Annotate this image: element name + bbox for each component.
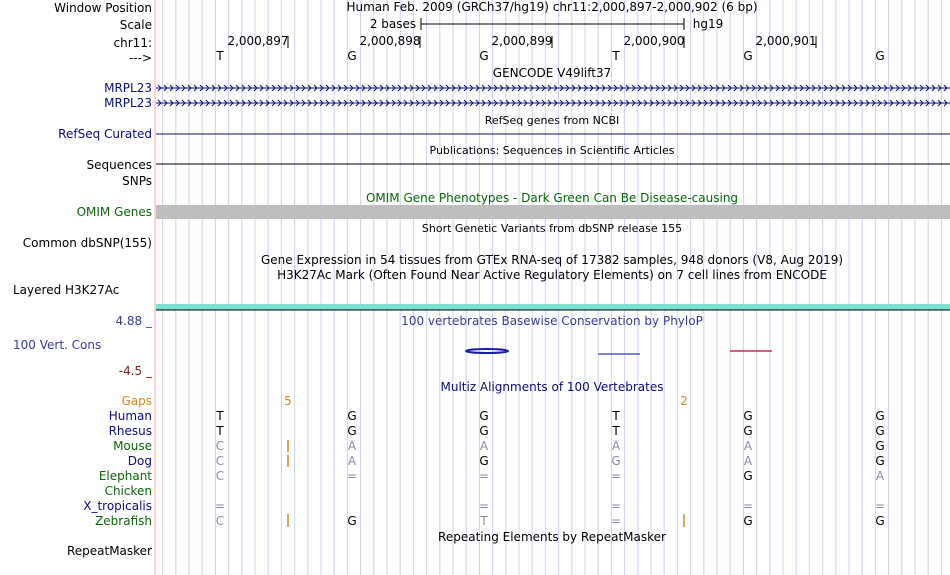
aligned-base: T [216,409,224,423]
aligned-base: = [346,469,358,483]
gap-count-2: 2 [680,394,688,408]
aligned-base: = [610,469,622,483]
aligned-base: = [610,499,622,513]
reference-base: T [612,49,620,63]
ruler-position: 2,000,899 [491,34,553,48]
species-label[interactable]: Elephant [98,469,152,483]
reference-base: G [875,49,885,63]
ruler-position: 2,000,897 [227,34,289,48]
aligned-base: T [612,424,620,438]
aligned-base: A [875,469,885,483]
aligned-base: G [347,514,357,528]
species-label[interactable]: Rhesus [108,424,152,438]
gencode-row-1-label[interactable]: MRPL23 [104,81,152,95]
aligned-base: G [743,514,753,528]
gaps-label: Gaps [121,394,152,408]
conservation-title: 100 vertebrates Basewise Conservation by PhyloP [401,314,703,328]
gencode-gene-lines [156,85,950,106]
aligned-base: C [215,454,225,468]
sequences-label[interactable]: Sequences [86,158,152,172]
aligned-base: = [478,499,490,513]
scale-assembly: hg19 [692,17,724,31]
aligned-base: = [214,499,226,513]
aligned-base: G [611,454,621,468]
multiz-title: Multiz Alignments of 100 Vertebrates [440,380,664,394]
species-label[interactable]: Dog [127,454,152,468]
reference-base: G [743,49,753,63]
aligned-base: G [875,439,885,453]
aligned-base: G [479,424,489,438]
reference-base: T [216,49,224,63]
species-label[interactable]: Zebrafish [95,514,152,528]
aligned-base: = [478,469,490,483]
reference-base: G [479,49,489,63]
strand-label: ---> [128,51,152,65]
conservation-min: -4.5 _ [118,364,152,378]
aligned-base: C [215,439,225,453]
species-label[interactable]: X_tropicalis [83,499,152,513]
aligned-base: G [743,424,753,438]
repeatmasker-label[interactable]: RepeatMasker [66,544,152,558]
species-label[interactable]: Human [108,409,152,423]
aligned-base: G [347,409,357,423]
aligned-base: = [874,499,886,513]
gtex-title: Gene Expression in 54 tissues from GTEx RNA-seq of 17382 samples, 948 donors (V8, Aug 2019) [260,253,844,267]
aligned-base: G [875,409,885,423]
aligned-base: A [347,439,357,453]
window-position-value: Human Feb. 2009 (GRCh37/hg19) chr11:2,000,897-2,000,902 (6 bp) [346,0,758,14]
aligned-base: G [743,469,753,483]
aligned-base: G [743,409,753,423]
ruler-position: 2,000,898 [359,34,421,48]
h3k27ac-label[interactable]: Layered H3K27Ac [13,283,120,297]
reference-base: G [347,49,357,63]
conservation-label[interactable]: 100 Vert. Cons [13,338,102,352]
window-position-label: Window Position [54,1,152,15]
aligned-base: A [347,454,357,468]
refseq-label[interactable]: RefSeq Curated [58,127,152,141]
aligned-base: G [875,424,885,438]
dbsnp-label[interactable]: Common dbSNP(155) [22,236,152,250]
scale-label: Scale [119,18,152,32]
aligned-base: A [743,454,753,468]
aligned-base: G [479,454,489,468]
conservation-max: 4.88 _ [115,314,152,328]
omim-bar [156,205,950,219]
aligned-base: T [612,409,620,423]
conservation-marks [466,349,772,354]
scale-bases: 2 bases [369,17,417,31]
aligned-base: = [742,499,754,513]
aligned-base: C [215,514,225,528]
publications-title: Publications: Sequences in Scientific Articles [429,144,675,157]
refseq-title: RefSeq genes from NCBI [484,114,620,127]
omim-title: OMIM Gene Phenotypes - Dark Green Can Be Disease-causing [365,191,739,205]
aligned-base: A [743,439,753,453]
h3k27ac-title: H3K27Ac Mark (Often Found Near Active Regulatory Elements) on 7 cell lines from ENCODE [277,268,827,282]
aligned-base: C [215,469,225,483]
dbsnp-title: Short Genetic Variants from dbSNP release 155 [421,222,683,235]
omim-label[interactable]: OMIM Genes [76,205,152,219]
gencode-title: GENCODE V49lift37 [492,66,612,80]
h3k27ac-signal [156,304,950,310]
aligned-base: G [347,424,357,438]
aligned-base: A [479,439,489,453]
snps-label[interactable]: SNPs [122,174,152,188]
aligned-base: G [479,409,489,423]
aligned-base: A [611,439,621,453]
aligned-base: = [610,514,622,528]
aligned-base: G [875,514,885,528]
gap-count-1: 5 [284,394,292,408]
gencode-row-2-label[interactable]: MRPL23 [104,96,152,110]
aligned-base: G [875,454,885,468]
chrom-label: chr11: [113,36,152,50]
aligned-base: T [480,514,488,528]
ruler-position: 2,000,900 [623,34,685,48]
repeatmasker-title: Repeating Elements by RepeatMasker [438,530,666,544]
aligned-base: T [216,424,224,438]
species-label[interactable]: Chicken [104,484,152,498]
species-label[interactable]: Mouse [113,439,152,453]
scale-bar [421,18,684,30]
ruler-position: 2,000,901 [755,34,817,48]
